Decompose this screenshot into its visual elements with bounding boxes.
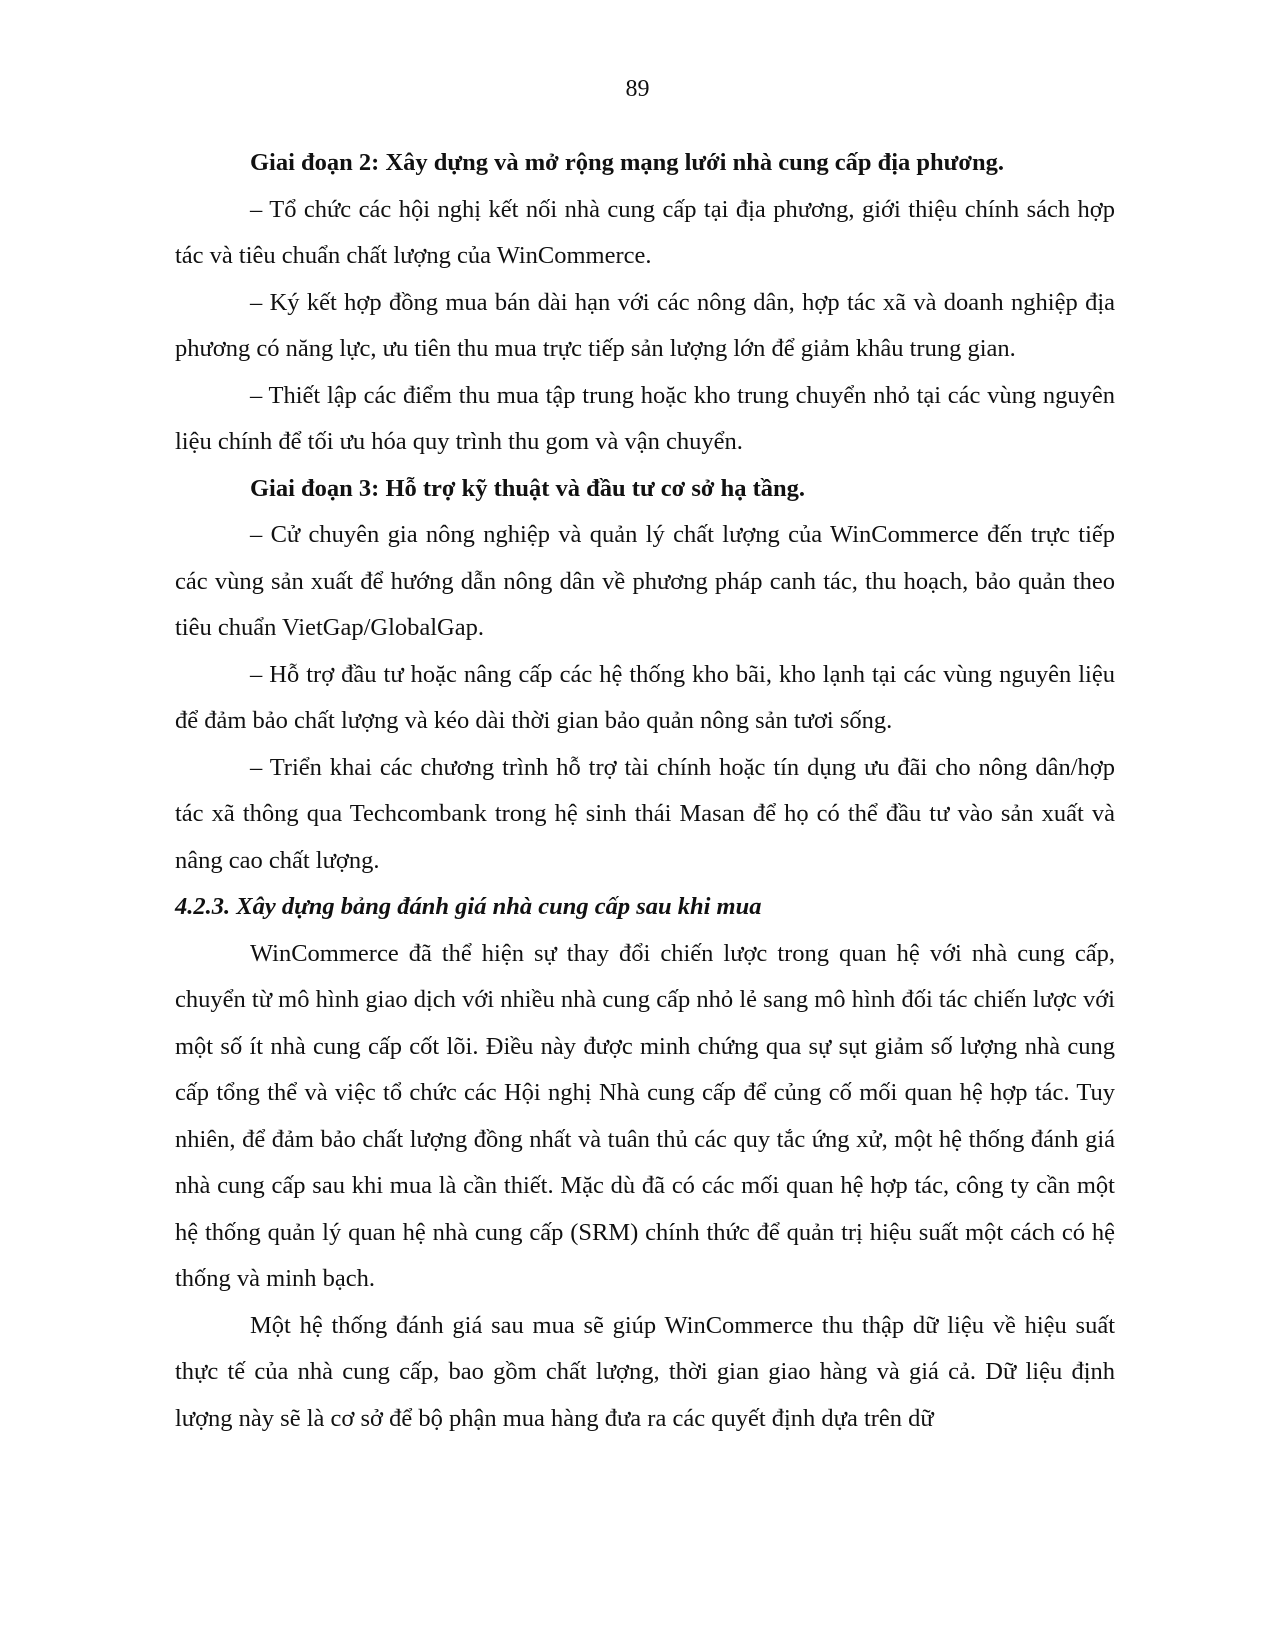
stage3-heading: Giai đoạn 3: Hỗ trợ kỹ thuật và đầu tư cơ sở hạ tầng. xyxy=(250,474,805,502)
stage3-item: – Cử chuyên gia nông nghiệp và quản lý chất lượng của WinCommerce đến trực tiếp các vùng sản xuất để hướng dẫn nông dân về phương pháp canh tác, thu hoạch, bảo quản theo tiêu chuẩn VietGap/GlobalGap. xyxy=(175,521,1115,641)
stage2-item: – Ký kết hợp đồng mua bán dài hạn với các nông dân, hợp tác xã và doanh nghiệp địa phương có năng lực, ưu tiên thu mua trực tiếp sản lượng lớn để giảm khâu trung gian. xyxy=(175,288,1115,362)
stage2-item: – Thiết lập các điểm thu mua tập trung hoặc kho trung chuyển nhỏ tại các vùng nguyên liệu chính để tối ưu hóa quy trình thu gom và vận chuyển. xyxy=(175,381,1115,455)
page-number: 89 xyxy=(625,76,650,102)
section-heading: 4.2.3. Xây dựng bảng đánh giá nhà cung cấp sau khi mua xyxy=(175,893,762,920)
stage3-item: – Triển khai các chương trình hỗ trợ tài chính hoặc tín dụng ưu đãi cho nông dân/hợp tác xã thông qua Techcombank trong hệ sinh thái Masan để họ có thể đầu tư vào sản xuất và nâng cao chất lượng. xyxy=(175,753,1115,874)
section-paragraph: Một hệ thống đánh giá sau mua sẽ giúp WinCommerce thu thập dữ liệu về hiệu suất thực tế của nhà cung cấp, bao gồm chất lượng, thời gian giao hàng và giá cả. Dữ liệu định lượng này sẽ là cơ sở để bộ phận mua hàng đưa ra các quyết định dựa trên dữ xyxy=(175,1311,1115,1432)
stage3-item: – Hỗ trợ đầu tư hoặc nâng cấp các hệ thống kho bãi, kho lạnh tại các vùng nguyên liệu để đảm bảo chất lượng và kéo dài thời gian bảo quản nông sản tươi sống. xyxy=(175,660,1115,734)
stage2-heading: Giai đoạn 2: Xây dựng và mở rộng mạng lưới nhà cung cấp địa phương. xyxy=(250,149,1004,176)
stage2-item: – Tổ chức các hội nghị kết nối nhà cung cấp tại địa phương, giới thiệu chính sách hợp tác và tiêu chuẩn chất lượng của WinCommerce. xyxy=(175,195,1115,269)
page-content xyxy=(175,140,1115,1442)
section-paragraph: WinCommerce đã thể hiện sự thay đổi chiến lược trong quan hệ với nhà cung cấp, chuyển từ mô hình giao dịch với nhiều nhà cung cấp nhỏ lẻ sang mô hình đối tác chiến lược với một số ít nhà cung cấp cốt lõi. Điều này được minh chứng qua sự sụt giảm số lượng nhà cung cấp tổng thể và việc tổ chức các Hội nghị Nhà cung cấp để củng cố mối quan hệ hợp tác. Tuy nhiên, để đảm bảo chất lượng đồng nhất và tuân thủ các quy tắc ứng xử, một hệ thống đánh giá nhà cung cấp sau khi mua là cần thiết. Mặc dù đã có các mối quan hệ hợp tác, công ty cần một hệ thống quản lý quan hệ nhà cung cấp (SRM) chính thức để quản trị hiệu suất một cách có hệ thống và minh bạch. xyxy=(175,939,1115,1292)
